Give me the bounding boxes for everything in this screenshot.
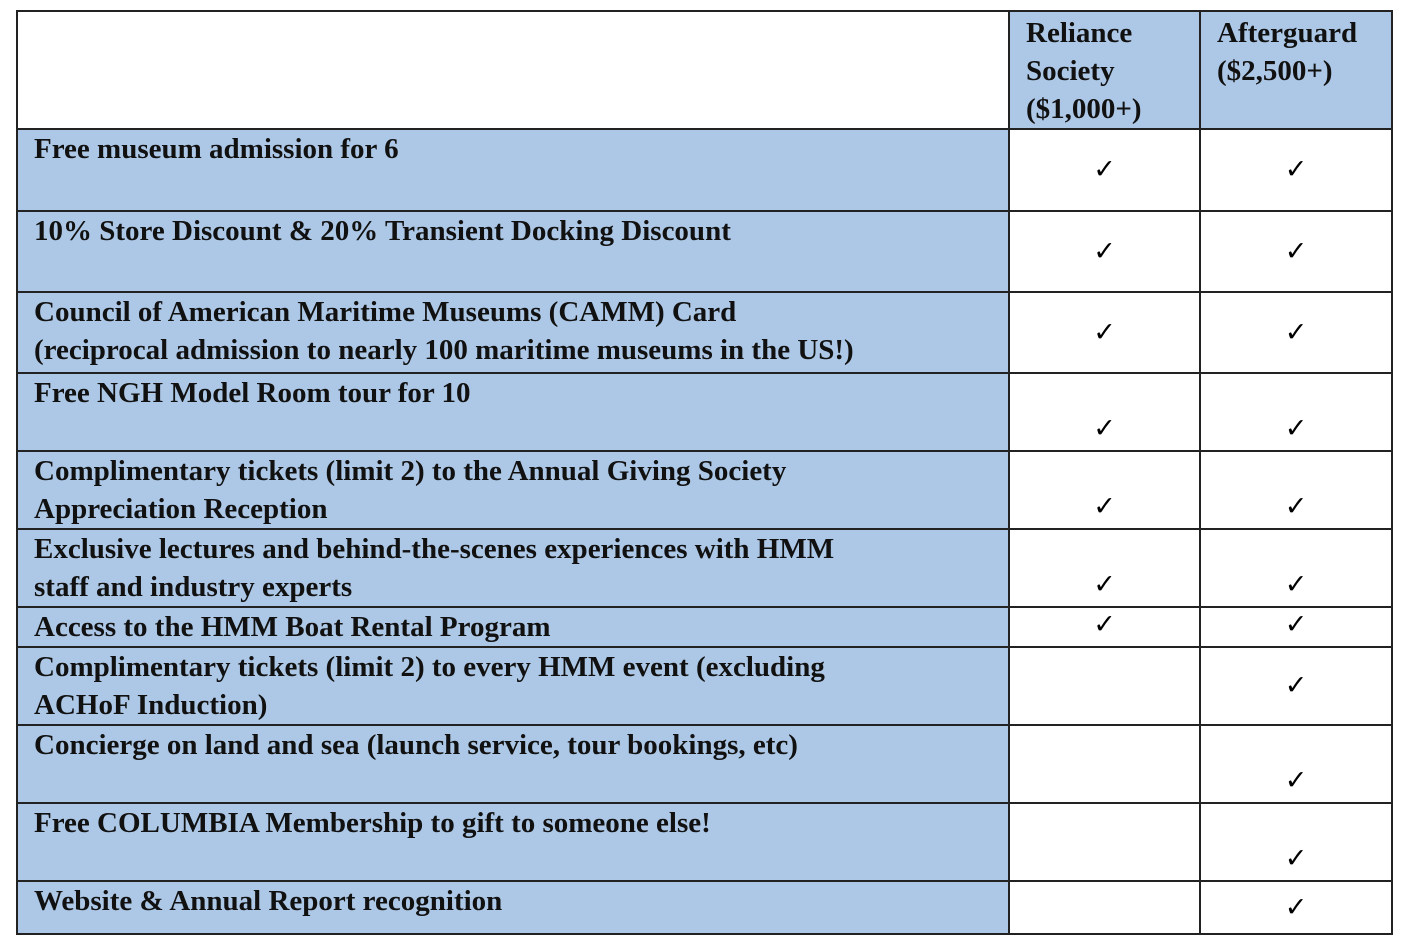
cell-reliance (1009, 373, 1200, 451)
benefit-label: Free museum admission for 6 (34, 133, 399, 165)
benefit-label: Complimentary tickets (limit 2) to every HMM event (excluding (34, 651, 825, 683)
benefit-label-cell (17, 529, 1009, 607)
checkmark-icon: ✓ (1284, 891, 1308, 923)
benefit-label: Access to the HMM Boat Rental Program (34, 611, 551, 643)
header-row (17, 11, 1392, 129)
checkmark-icon: ✓ (1284, 609, 1308, 640)
header-line: Afterguard (1217, 17, 1358, 49)
cell-reliance (1009, 292, 1200, 373)
benefit-label: Council of American Maritime Museums (CAMM) Card (34, 296, 737, 328)
benefit-label-cell (17, 803, 1009, 881)
checkmark-icon: ✓ (1284, 235, 1308, 267)
header-line: Reliance (1026, 17, 1133, 49)
cell-afterguard (1200, 292, 1392, 373)
benefit-row (17, 647, 1392, 725)
benefit-row (17, 373, 1392, 451)
benefit-label: Appreciation Reception (34, 493, 328, 525)
header-line: ($1,000+) (1026, 93, 1142, 125)
benefit-row (17, 725, 1392, 803)
checkmark-icon: ✓ (1284, 154, 1308, 185)
checkmark-icon: ✓ (1284, 765, 1308, 796)
benefit-label-cell (17, 451, 1009, 529)
benefit-row (17, 211, 1392, 292)
cell-afterguard (1200, 881, 1392, 934)
checkmark-icon: ✓ (1093, 609, 1116, 640)
cell-reliance (1009, 647, 1200, 725)
header-reliance-society (1009, 11, 1200, 129)
checkmark-icon: ✓ (1284, 843, 1308, 874)
cell-afterguard (1200, 373, 1392, 451)
checkmark-icon: ✓ (1284, 670, 1308, 701)
benefit-label: Complimentary tickets (limit 2) to the Annual Giving Society (34, 455, 787, 487)
cell-reliance (1009, 129, 1200, 211)
cell-afterguard (1200, 529, 1392, 607)
benefit-label: Exclusive lectures and behind-the-scenes experiences with HMM (34, 533, 835, 565)
checkmark-icon: ✓ (1284, 413, 1308, 444)
cell-afterguard (1200, 211, 1392, 292)
cell-afterguard (1200, 607, 1392, 647)
benefit-label: Concierge on land and sea (launch service, tour bookings, etc) (34, 729, 798, 761)
header-line: ($2,500+) (1217, 55, 1333, 87)
benefit-label-cell (17, 647, 1009, 725)
benefit-label-cell (17, 211, 1009, 292)
benefit-label: Free NGH Model Room tour for 10 (34, 377, 471, 409)
cell-afterguard (1200, 803, 1392, 881)
cell-reliance (1009, 211, 1200, 292)
cell-afterguard (1200, 725, 1392, 803)
cell-reliance (1009, 803, 1200, 881)
benefit-row (17, 292, 1392, 373)
benefit-row (17, 451, 1392, 529)
benefit-label-cell (17, 292, 1009, 373)
benefit-label: staff and industry experts (34, 571, 353, 603)
benefit-label-cell (17, 129, 1009, 211)
benefit-label: 10% Store Discount & 20% Transient Docking Discount (34, 215, 731, 247)
cell-afterguard (1200, 451, 1392, 529)
benefit-label-cell (17, 725, 1009, 803)
header-afterguard (1200, 11, 1392, 129)
cell-afterguard (1200, 647, 1392, 725)
membership-benefits-table (16, 10, 1393, 935)
benefit-label: (reciprocal admission to nearly 100 maritime museums in the US!) (34, 334, 854, 366)
benefit-row (17, 529, 1392, 607)
checkmark-icon: ✓ (1093, 491, 1116, 522)
checkmark-icon: ✓ (1093, 413, 1116, 444)
benefit-label-cell (17, 607, 1009, 647)
header-blank-cell (17, 11, 1009, 129)
benefit-label-cell (17, 881, 1009, 934)
cell-reliance (1009, 881, 1200, 934)
header-line: Society (1026, 55, 1115, 87)
checkmark-icon: ✓ (1284, 569, 1308, 600)
checkmark-icon: ✓ (1284, 316, 1308, 348)
benefit-label: Website & Annual Report recognition (34, 885, 503, 917)
benefit-label-cell (17, 373, 1009, 451)
cell-reliance (1009, 529, 1200, 607)
cell-afterguard (1200, 129, 1392, 211)
benefit-row (17, 803, 1392, 881)
cell-reliance (1009, 725, 1200, 803)
benefit-row (17, 881, 1392, 934)
benefit-label: ACHoF Induction) (34, 689, 268, 721)
checkmark-icon: ✓ (1093, 235, 1116, 267)
checkmark-icon: ✓ (1093, 154, 1116, 185)
benefit-label: Free COLUMBIA Membership to gift to someone else! (34, 807, 711, 839)
checkmark-icon: ✓ (1093, 569, 1116, 600)
cell-reliance (1009, 607, 1200, 647)
cell-reliance (1009, 451, 1200, 529)
benefit-row (17, 607, 1392, 647)
checkmark-icon: ✓ (1284, 491, 1308, 522)
checkmark-icon: ✓ (1093, 316, 1116, 348)
benefit-row (17, 129, 1392, 211)
